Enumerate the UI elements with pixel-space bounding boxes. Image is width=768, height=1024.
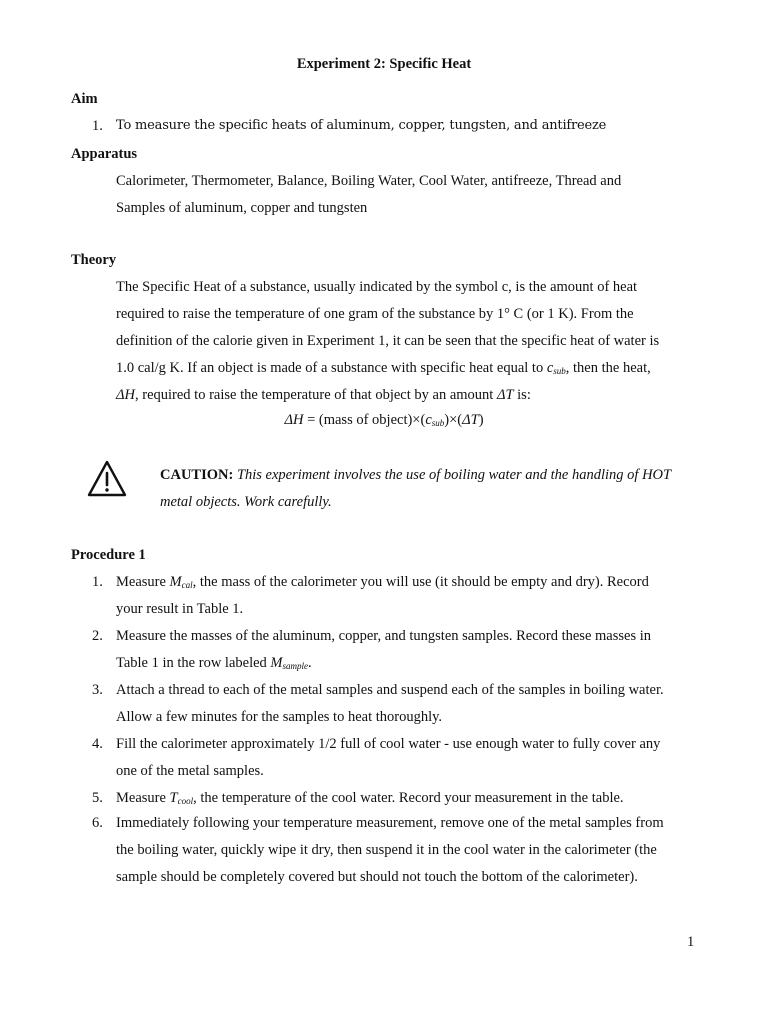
document-title: Experiment 2: Specific Heat <box>296 56 472 72</box>
warning-icon <box>86 459 128 499</box>
aim-item-text: To measure the specific heats of aluminum, copper, tungsten, and antifreeze <box>116 118 607 133</box>
apparatus-line: Calorimeter, Thermometer, Balance, Boiling Water, Cool Water, antifreeze, Thread and <box>116 173 622 189</box>
apparatus-line: Samples of aluminum, copper and tungsten <box>116 200 368 216</box>
step-text: Attach a thread to each of the metal samples and suspend each of the samples in boiling water. <box>116 682 664 698</box>
aim-heading: Aim <box>71 91 98 107</box>
step-text: Immediately following your temperature measurement, remove one of the metal samples from <box>116 815 664 831</box>
step-number: 1. <box>92 574 103 590</box>
theory-line: The Specific Heat of a substance, usually indicated by the symbol c, is the amount of heat <box>116 279 638 295</box>
step-number: 6. <box>92 815 103 831</box>
step-number: 5. <box>92 790 103 806</box>
step-text: sample should be completely covered but should not touch the bottom of the calorimeter). <box>116 869 638 885</box>
step-text: Fill the calorimeter approximately 1/2 full of cool water - use enough water to fully cover any <box>116 736 661 752</box>
step-number: 4. <box>92 736 103 752</box>
step-text: one of the metal samples. <box>116 763 264 779</box>
step-text: Measure $T_{cool}$, the temperature of the cool water. Record your measurement in the table. <box>116 790 624 806</box>
theory-line: required to raise the temperature of one gram of the substance by 1° C (or 1 K). From the <box>116 306 634 322</box>
step-text: Measure the masses of the aluminum, copper, and tungsten samples. Record these masses in <box>116 628 651 644</box>
step-text: Measure $M_{cal}$, the mass of the calorimeter you will use (it should be empty and dry). Record <box>116 574 649 590</box>
theory-line: 1.0 cal/g K. If an object is made of a substance with specific heat equal to $c_{sub}$, then the heat, <box>116 360 651 376</box>
aim-item-number: 1. <box>92 118 103 134</box>
step-number: 2. <box>92 628 103 644</box>
step-number: 3. <box>92 682 103 698</box>
apparatus-heading: Apparatus <box>71 146 138 162</box>
page-number: 1 <box>687 934 695 950</box>
step-text: Table 1 in the row labeled $M_{sample}$. <box>116 655 312 671</box>
theory-line: definition of the calorie given in Experiment 1, it can be seen that the specific heat of water is <box>116 333 660 349</box>
step-text: the boiling water, quickly wipe it dry, then suspend it in the cool water in the calorimeter (the <box>116 842 657 858</box>
theory-line: ΔH, required to raise the temperature of that object by an amount ΔT is: <box>116 387 531 403</box>
step-text: your result in Table 1. <box>116 601 244 617</box>
heat-formula: ΔH = (mass of $object)\times(c_{sub})\times(\Delta T)$ <box>284 412 484 428</box>
caution-label: CAUTION: <box>160 467 234 483</box>
theory-heading: Theory <box>71 252 117 268</box>
step-text: Allow a few minutes for the samples to heat thoroughly. <box>116 709 443 725</box>
caution-line: metal objects. Work carefully. <box>160 494 332 510</box>
procedure-heading: Procedure 1 <box>71 547 146 563</box>
caution-line: CAUTION: This experiment involves the use of boiling water and the handling of HOT <box>160 467 672 483</box>
